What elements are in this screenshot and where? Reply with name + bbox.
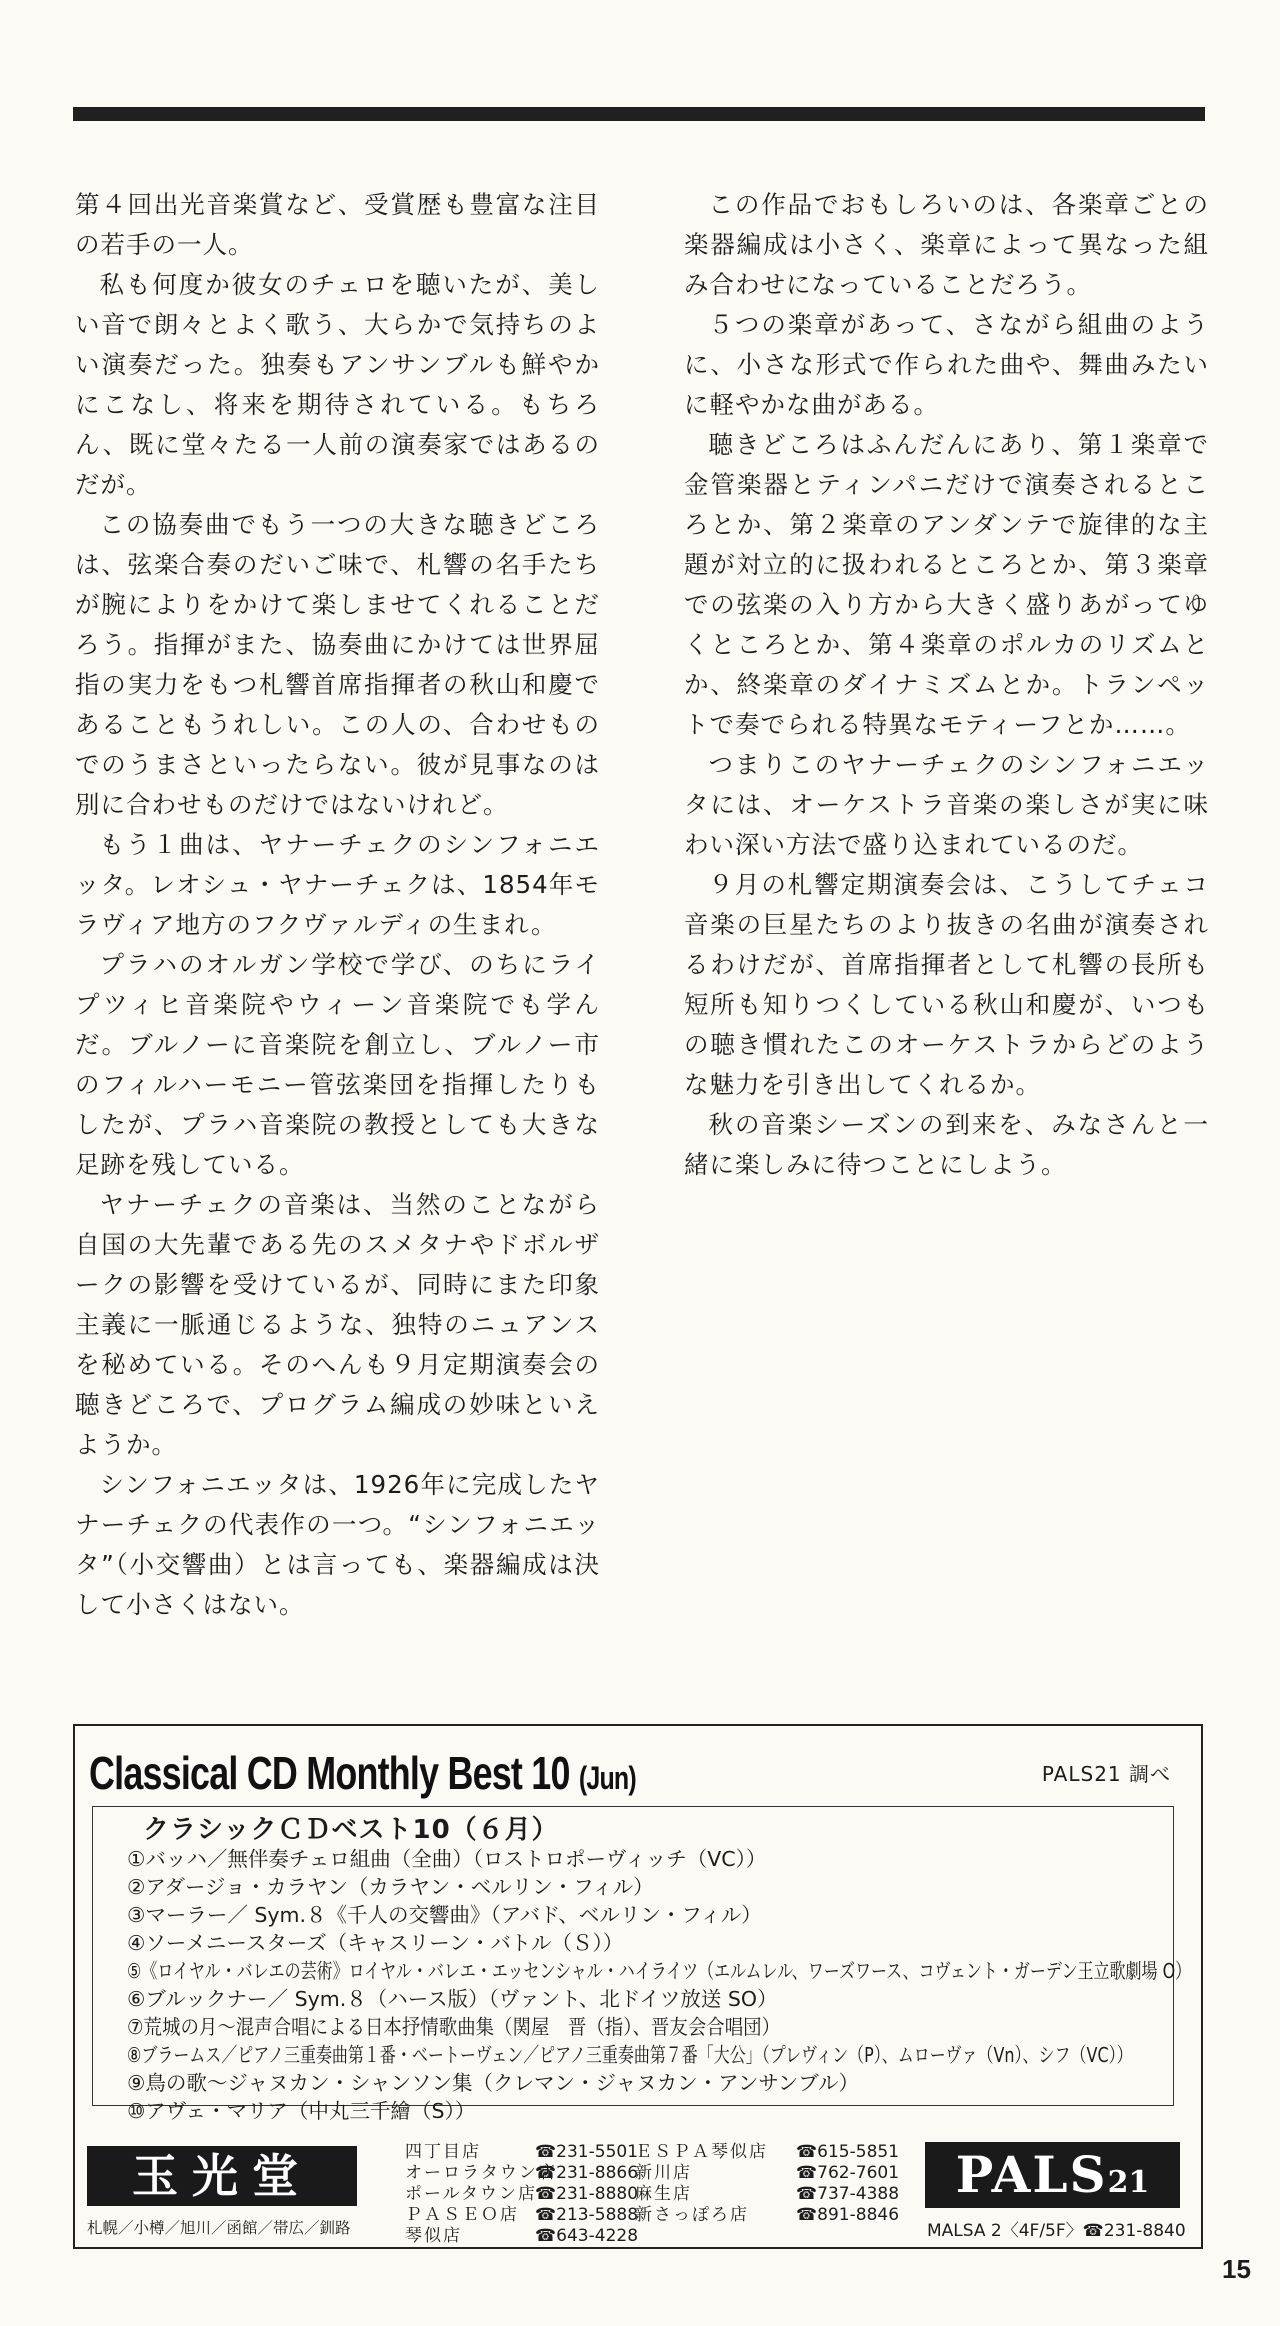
page-number: 15 (1222, 2254, 1251, 2284)
branch-name: オーロラタウン店 (405, 2163, 557, 2183)
branch-name: ＥＳＰＡ琴似店 (635, 2142, 768, 2162)
branch-name: ポールタウン店 (405, 2184, 537, 2204)
paragraph: この作品でおもしろいのは、各楽章ごとの楽器編成は小さく、楽章によって異なった組み合わせになっていることだろう。 (684, 190, 1209, 299)
ad-source: PALS21 調べ (1041, 1762, 1171, 1786)
paragraph: ５つの楽章があって、さながら組曲のように、小さな形式で作られた曲や、舞曲みたいに軽やかな曲がある。 (684, 310, 1209, 419)
branch-phone: ☎231-8880 (535, 2184, 639, 2204)
branch-phone: ☎213-5888 (535, 2205, 639, 2225)
paragraph: 秋の音楽シーズンの到来を、みなさんと一緒に楽しみに待つことにしよう。 (684, 1110, 1209, 1179)
store-logo: 玉光堂 (87, 2146, 357, 2206)
paragraph: もう１曲は、ヤナーチェクのシンフォニエッタ。レオシュ・ヤナーチェクは、1854年モラヴィア地方のフクヴァルディの生まれ。 (75, 830, 600, 939)
pals-address: MALSA 2〈4F/5F〉☎231-8840 (927, 2221, 1186, 2241)
branch-phone: ☎643-4228 (535, 2226, 639, 2246)
branch-row (635, 2163, 899, 2184)
branch-list-2 (635, 2142, 899, 2226)
paragraph: 第４回出光音楽賞など、受賞歴も豊富な注目の若手の一人。 (75, 190, 600, 259)
paragraph: この協奏曲でもう一つの大きな聴きどころは、弦楽合奏のだいご味で、札響の名手たちが腕によりをかけて楽しませてくれることだろう。指揮がまた、協奏曲にかけては世界屈指の実力をもつ札響首席指揮者の秋山和慶であることもうれしい。この人の、合わせものでのうまさといったらない。彼が見事なのは別に合わせものだけではないけれど。 (75, 510, 600, 819)
branch-phone: ☎737-4388 (796, 2184, 900, 2204)
pals-logo-number: 21 (1107, 2165, 1150, 2200)
branch-row (405, 2226, 638, 2247)
branch-row (405, 2163, 638, 2184)
branch-phone: ☎231-5501 (535, 2142, 639, 2162)
top-rule (73, 107, 1205, 121)
branch-phone: ☎231-8866 (535, 2163, 639, 2183)
branch-row (635, 2184, 899, 2205)
ranking-item: ④ソーメニースターズ（キャスリーン・バトル（Ｓ）） (127, 1931, 624, 1955)
branch-list-1 (405, 2142, 638, 2247)
paragraph: シンフォニエッタは、1926年に完成したヤナーチェクの代表作の一つ。“シンフォニエッタ”（小交響曲）とは言っても、楽器編成は決して小さくはない。 (75, 1470, 600, 1619)
paragraph: プラハのオルガン学校で学び、のちにライプツィヒ音楽院やウィーン音楽院でも学んだ。ブルノーに音楽院を創立し、ブルノー市のフィルハーモニー管弦楽団を指揮したりもしたが、プラハ音楽院の教授としても大きな足跡を残している。 (75, 950, 600, 1179)
ranking-item: ⑦荒城の月〜混声合唱による日本抒情歌曲集（関屋 晋（指）、晋友会合唱団） (127, 2015, 781, 2039)
branch-name: 新川店 (635, 2163, 692, 2183)
ranking-box (92, 1806, 1192, 2123)
branch-name: 琴似店 (405, 2226, 462, 2246)
paragraph: ９月の札響定期演奏会は、こうしてチェコ音楽の巨星たちのより抜きの名曲が演奏されるわけだが、首席指揮者として札響の長所も短所も知りつくしている秋山和慶が、いつもの聴き慣れたこのオーケストラからどのような魅力を引き出してくれるか。 (684, 870, 1209, 1099)
branch-name: ＰＡＳＥＯ店 (405, 2205, 519, 2225)
ad-title-month: (Jun) (578, 1760, 636, 1796)
ranking-item: ⑨鳥の歌〜ジャヌカン・シャンソン集（クレマン・ジャヌカン・アンサンブル） (127, 2071, 859, 2095)
ranking-item: ⑤《ロイヤル・バレエの芸術》ロイヤル・バレエ・エッセンシャル・ハイライツ（エルムレル、ワーズワース、コヴェント・ガーデン王立歌劇場 O） (127, 1959, 1192, 1983)
ranking-item: ①バッハ／無伴奏チェロ組曲（全曲）（ロストロポーヴィッチ（VC）） (127, 1847, 767, 1871)
branch-row (405, 2142, 638, 2163)
branch-name: 麻生店 (635, 2184, 692, 2204)
ranking-item: ③マーラー／ Sym.８《千人の交響曲》（アバド、ベルリン・フィル） (127, 1903, 762, 1927)
pals-logo-text: PALS (955, 2145, 1108, 2204)
ranking-item: ⑥ブルックナー／ Sym.８（ハース版）（ヴァント、北ドイツ放送 SO） (127, 1987, 778, 2011)
paragraph: ヤナーチェクの音楽は、当然のことながら自国の大先輩である先のスメタナやドボルザークの影響を受けているが、同時にまた印象主義に一脈通じるような、独特のニュアンスを秘めている。そのへんも９月定期演奏会の聴きどころで、プログラム編成の妙味といえようか。 (75, 1190, 600, 1459)
pals-logo (925, 2142, 1180, 2208)
paragraph: 私も何度か彼女のチェロを聴いたが、美しい音で朗々とよく歌う、大らかで気持ちのよい演奏だった。独奏もアンサンブルも鮮やかにこなし、将来を期待されている。もちろん、既に堂々たる一人前の演奏家ではあるのだが。 (75, 270, 600, 499)
branch-row (635, 2142, 899, 2163)
branch-row (405, 2205, 638, 2226)
store-cities: 札幌／小樽／旭川／函館／帯広／釧路 (87, 2219, 351, 2237)
article-column-right (684, 185, 1209, 1185)
paragraph: つまりこのヤナーチェクのシンフォニエッタには、オーケストラ音楽の楽しさが実に味わい深い方法で盛り込まれているのだ。 (684, 750, 1209, 859)
article-column-left (75, 185, 600, 1625)
paragraph: 聴きどころはふんだんにあり、第１楽章で金管楽器とティンパニだけで演奏されるところとか、第２楽章のアンダンテで旋律的な主題が対立的に扱われるところとか、第３楽章での弦楽の入り方から大きく盛りあがってゆくところとか、第４楽章のポルカのリズムとか、終楽章のダイナミズムとか。トランペットで奏でられる特異なモティーフとか……。 (684, 430, 1209, 739)
branch-row (405, 2184, 638, 2205)
branch-phone: ☎762-7601 (796, 2163, 900, 2183)
ranking-title: クラシックＣＤベスト10（６月） (143, 1815, 559, 1845)
ranking-list (127, 1845, 1280, 2125)
ranking-item: ⑧ブラームス／ピアノ三重奏曲第１番・ベートーヴェン／ピアノ三重奏曲第７番「大公」（プレヴィン（P）、ムローヴァ（Vn）、シフ（VC）） (127, 2043, 1133, 2067)
ranking-item: ⑩アヴェ・マリア（中丸三千繪（S）） (127, 2099, 476, 2123)
cd-ranking-ad (73, 1724, 1203, 2249)
branch-name: 新さっぽろ店 (635, 2205, 749, 2225)
branch-phone: ☎615-5851 (796, 2142, 900, 2162)
ad-title (89, 1746, 636, 1800)
branch-name: 四丁目店 (405, 2142, 481, 2162)
branch-row (635, 2205, 899, 2226)
ad-title-text: Classical CD Monthly Best 10 (89, 1747, 570, 1799)
branch-phone: ☎891-8846 (796, 2205, 900, 2225)
ranking-item: ②アダージョ・カラヤン（カラヤン・ベルリン・フィル） (127, 1875, 654, 1899)
